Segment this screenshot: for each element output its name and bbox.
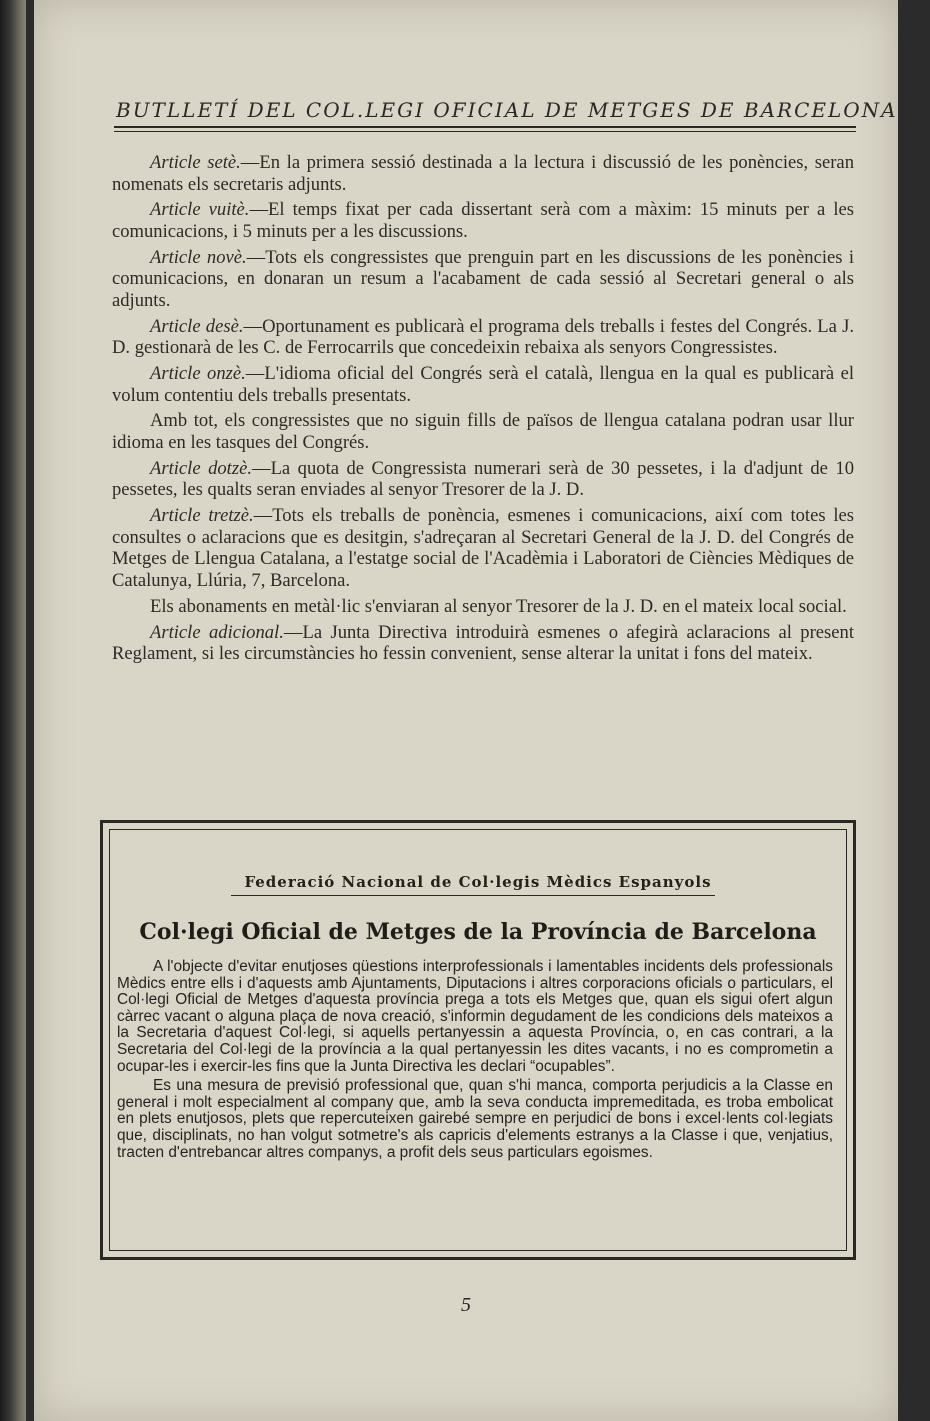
article-text: —La Junta Directiva introduirà esmenes o afegirà aclaracions al present Reglament, si les circumstàncies ho fessin convenient, sense alterar la unitat i fons del mateix.: [112, 621, 854, 665]
federation-rule: [231, 895, 715, 896]
article-text: —Oportunament es publicarà el programa dels treballs i festes del Congrés. La J. D. gestionarà de les C. de Ferrocarrils que concedeixin rebaixa als senyors Congressistes.: [112, 315, 854, 359]
book-spine: [0, 0, 26, 1421]
article-text: —Tots els congressistes que prenguin part en les discussions de les ponències i comunicacions, en donaran un resum a l'acabament de cada sessió al Secretari general o als adjunts.: [112, 246, 854, 311]
document-page: [34, 0, 898, 1421]
article-paragraph: [112, 199, 854, 242]
article-text: —Tots els treballs de ponència, esmenes i comunicacions, així com totes les consultes o aclaracions que es desitgin, s'adreçaran al Secretari General de la J. D. del Congrés de Metges de Llengua Catalana, a l'estatge social de l'Acadèmia i Laboratori de Ciències Mèdiques de Catalunya, Llúria, 7, Barcelona.: [112, 505, 854, 591]
article-paragraph: [112, 247, 854, 312]
article-paragraph: [112, 458, 854, 501]
article-paragraph: [112, 622, 854, 665]
article-text: —L'idioma oficial del Congrés serà el català, llengua en la qual es publicarà el volum contentiu dels treballs presentats.: [112, 363, 855, 406]
article-paragraph: [112, 410, 854, 453]
article-paragraph: [112, 152, 854, 195]
article-lead: Article onzè.: [150, 363, 246, 385]
notice-box: [100, 820, 856, 1260]
article-lead: Article novè.: [150, 246, 247, 268]
article-text: —En la primera sessió destinada a la lectura i discussió de les ponències, seran nomenats els secretaris adjunts.: [112, 152, 854, 195]
federation-title: Federació Nacional de Col·legis Mèdics Espanyols: [244, 873, 712, 891]
article-paragraph: [112, 505, 854, 591]
article-text: —El temps fixat per cada dissertant serà com a màxim: 15 minuts per a les comunicacions, i 5 minuts per a les discussions.: [112, 199, 854, 242]
article-paragraph: [112, 316, 854, 359]
article-paragraph: [112, 363, 854, 406]
article-text: —La quota de Congressista numerari serà de 30 pessetes, i la d'adjunt de 10 pessetes, les qualts seran enviades al senyor Tresorer de la J. D.: [112, 457, 854, 501]
article-lead: Article tretzè.: [150, 505, 254, 527]
page-number: 5: [461, 1294, 471, 1316]
article-lead: Article setè.: [150, 152, 241, 173]
article-lead: Article vuitè.: [150, 199, 250, 221]
running-header: BUTLLETÍ DEL COL.LEGI OFICIAL DE METGES DE BARCELONA: [116, 98, 898, 122]
notice-paragraph: A l'objecte d'evitar enutjoses qüestions interprofessionals i lamentables incidents dels professionals Mèdics entre ells i d'aquests amb Ajuntaments, Diputacions i altres corporacions oficials o particulars, el Col·legi Oficial de Metges d'aquesta província prega a tots els Metges que, quan els sigui ofert algun càrrec vacant o alguna plaça de nova creació, s'informin degudament de les condicions dels mateixos a la Secretaria d'aquest Col·legi, si aquells pertanyessin a aquesta Província, o, en cas contrari, a la Secretaria del Col·legi de la província a la qual pertanyessin les dites vacants, i no es comprometin a ocupar-les i exercir-les fins que la Junta Directiva les declari “ocupables”.: [117, 958, 833, 1075]
article-text: Amb tot, els congressistes que no siguin fills de països de llengua catalana podran usar llur idioma en les tasques del Congrés.: [112, 410, 854, 454]
article-lead: Article adicional.: [150, 621, 284, 643]
notice-paragraph: Es una mesura de previsió professional que, quan s'hi manca, comporta perjudicis a la Classe en general i molt especialment al company que, amb la seva conducta impremeditada, es troba embolicat en plets enutjosos, plets que repercuteixen gairebé sempre en perjudici de bons i excel·lents col·legiats que, disciplinats, no han volgut sotmetre's als capricis d'elements estranys a la Classe i que, venjatius, tracten d'entrebancar altres companys, a profit dels seus particulars egoismes.: [117, 1077, 833, 1161]
notice-body: [117, 959, 833, 1164]
college-title: Col·legi Oficial de Metges de la Província de Barcelona: [139, 919, 817, 945]
article-text: Els abonaments en metàl·lic s'enviaran al senyor Tresorer de la J. D. en el mateix local social.: [150, 595, 847, 617]
article-lead: Article dotzè.: [150, 457, 252, 479]
article-paragraph: [112, 596, 854, 618]
header-rule: [114, 126, 856, 128]
article-lead: Article desè.: [150, 315, 244, 337]
header-rule-thin: [114, 131, 856, 132]
articles-body: [112, 152, 854, 669]
